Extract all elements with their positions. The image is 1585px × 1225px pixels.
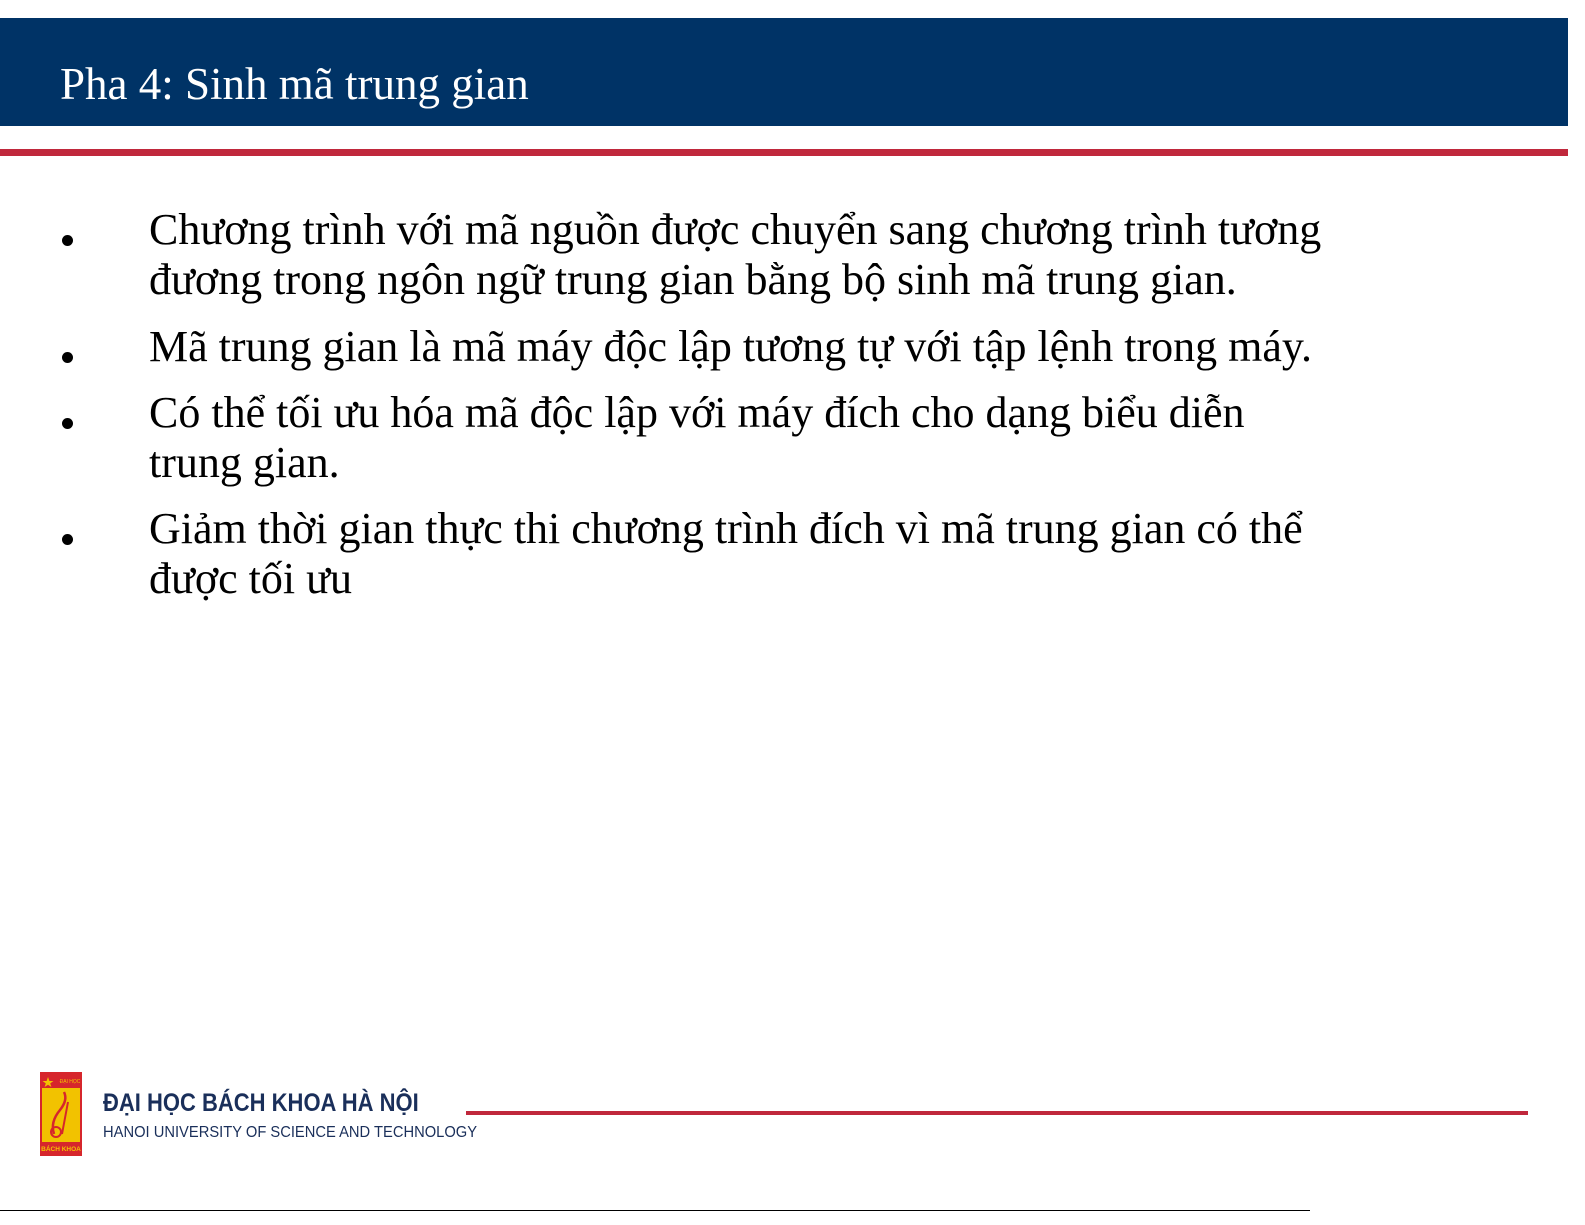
bullet-text [149,388,1539,488]
bullet-text [149,504,1539,604]
slide-title: Pha 4: Sinh mã trung gian [60,59,529,109]
bullet-text [149,322,1539,372]
footer-divider [466,1111,1528,1115]
bullet-icon [60,534,74,548]
bullet-line: Mã trung gian là mã máy độc lập tương tự với tập lệnh trong máy. [149,322,1313,371]
university-name-english: HANOI UNIVERSITY OF SCIENCE AND TECHNOLOGY [103,1124,478,1141]
footer [0,1068,1585,1168]
university-logo-icon [40,1072,82,1156]
bullet-icon [60,418,74,432]
bullet-icon [60,235,74,249]
bullet-line: Giảm thời gian thực thi chương trình đích vì mã trung gian có thể [149,504,1303,553]
logo-top-text: ĐẠI HỌC [59,1079,81,1085]
university-name: ĐẠI HỌC BÁCH KHOA HÀ NỘI [103,1089,419,1117]
title-bar [0,18,1568,126]
bullet-line: đương trong ngôn ngữ trung gian bằng bộ sinh mã trung gian. [149,255,1237,304]
bullet-line: Có thể tối ưu hóa mã độc lập với máy đích cho dạng biểu diễn [149,388,1245,437]
logo-bottom-text: BÁCH KHOA [41,1146,81,1153]
bullet-line: Chương trình với mã nguồn được chuyển sang chương trình tương [149,205,1322,254]
bullet-line: được tối ưu [149,554,352,603]
title-divider [0,149,1568,156]
bullet-icon [60,352,74,366]
bottom-border [0,1210,1310,1211]
bullet-line: trung gian. [149,438,340,487]
bullet-text [149,205,1539,305]
